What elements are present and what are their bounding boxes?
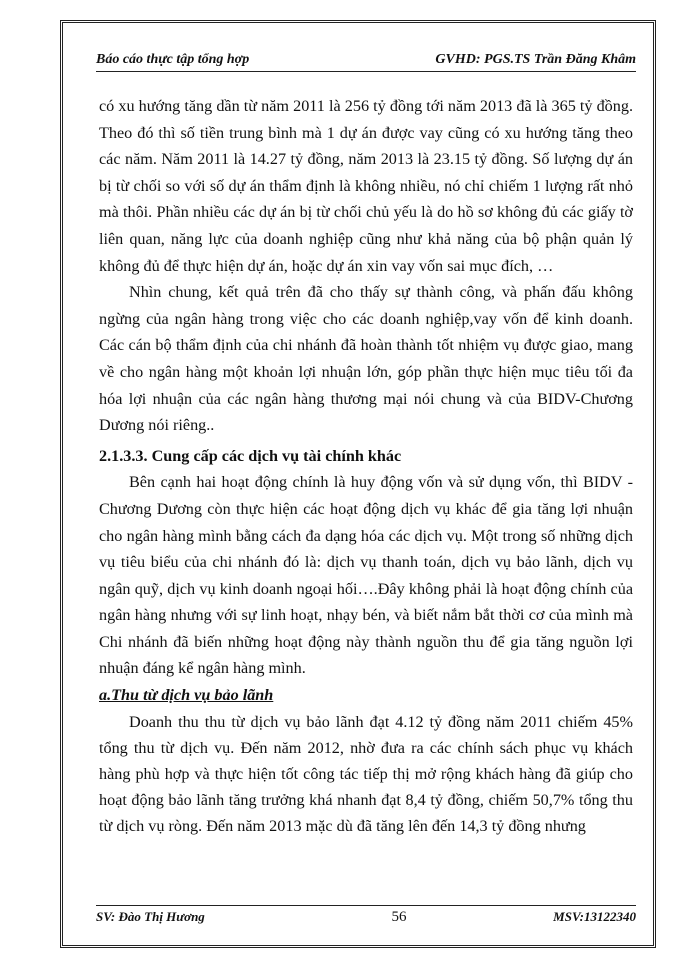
paragraph-loan-projects: có xu hướng tăng dần từ năm 2011 là 256 tỷ đồng tới năm 2013 đã là 365 tỷ đồng. Theo đó thì số tiền trung bình mà 1 dự án được vay cũng có xu hướng tăng theo các năm. Năm 2011 là 14.27 tỷ đồng, năm 2013 là 23.15 tỷ đồng. Số lượng dự án bị từ chối so với số dự án thẩm định là không nhiều, nó chỉ chiếm 1 lượng rất nhỏ mà thôi. Phần nhiều các dự án bị từ chối chủ yếu là do hồ sơ không đủ các giấy tờ liên quan, năng lực của doanh nghiệp cũng như khả năng của bộ phận quản lý không đủ để thực hiện dự án, hoặc dự án xin vay vốn sai mục đích, … bbox=[99, 97, 633, 275]
footer-student-id: MSV:13122340 bbox=[553, 909, 636, 924]
page-footer bbox=[96, 905, 636, 929]
section-heading: 2.1.3.3. Cung cấp các dịch vụ tài chính khác bbox=[99, 446, 402, 465]
page-header bbox=[96, 48, 636, 72]
subsection-heading-text: a.Thu từ dịch vụ bảo lãnh bbox=[99, 686, 274, 705]
page-number: 56 bbox=[391, 909, 407, 925]
paragraph-summary: Nhìn chung, kết quả trên đã cho thấy sự thành công, và phấn đấu không ngừng của ngân hàng trong việc cho các doanh nghiệp,vay vốn để kinh doanh. Các cán bộ thẩm định của chi nhánh đã hoàn thành tốt nhiệm vụ được giao, mang về cho ngân hàng một khoản lợi nhuận lớn, góp phần thực hiện mục tiêu tối đa hóa lợi nhuận của các ngân hàng thương mại nói chung và của BIDV-Chương Dương nói riêng.. bbox=[99, 283, 633, 435]
paragraph-guarantee-revenue: Doanh thu thu từ dịch vụ bảo lãnh đạt 4.12 tỷ đồng năm 2011 chiếm 45% tổng thu từ dịch vụ. Đến năm 2012, nhờ đưa ra các chính sách phục vụ khách hàng phù hợp và thực hiện tốt công tác tiếp thị mở rộng khách hàng đã giúp cho hoạt động bảo lãnh tăng trưởng khá nhanh đạt 8,4 tỷ đồng, chiếm 50,7% tổng thu từ dịch vụ ròng. Đến năm 2013 mặc dù đã tăng lên đến 14,3 tỷ đồng nhưng bbox=[99, 712, 633, 836]
footer-student: SV: Đào Thị Hương bbox=[96, 909, 205, 924]
page-content bbox=[99, 93, 633, 840]
paragraph-other-services: Bên cạnh hai hoạt động chính là huy động vốn và sử dụng vốn, thì BIDV - Chương Dương còn thực hiện các hoạt động dịch vụ khác để gia tăng lợi nhuận cho ngân hàng mình bằng cách đa dạng hóa các dịch vụ. Một trong số những dịch vụ tiêu biểu của chi nhánh đó là: dịch vụ thanh toán, dịch vụ bảo lãnh, dịch vụ ngân quỹ, dịch vụ kinh doanh ngoại hối….Đây không phải là hoạt động chính của ngân hàng nhưng với sự linh hoạt, nhạy bén, và biết nắm bắt thời cơ của mình mà Chi nhánh đã biến những hoạt động này thành nguồn thu để gia tăng nguồn lợi nhuận đáng kể ngân hàng mình. bbox=[99, 473, 633, 678]
subsection-heading bbox=[99, 682, 633, 709]
header-report-title: Báo cáo thực tập tổng hợp bbox=[96, 52, 250, 67]
header-supervisor: GVHD: PGS.TS Trần Đăng Khâm bbox=[435, 52, 636, 67]
